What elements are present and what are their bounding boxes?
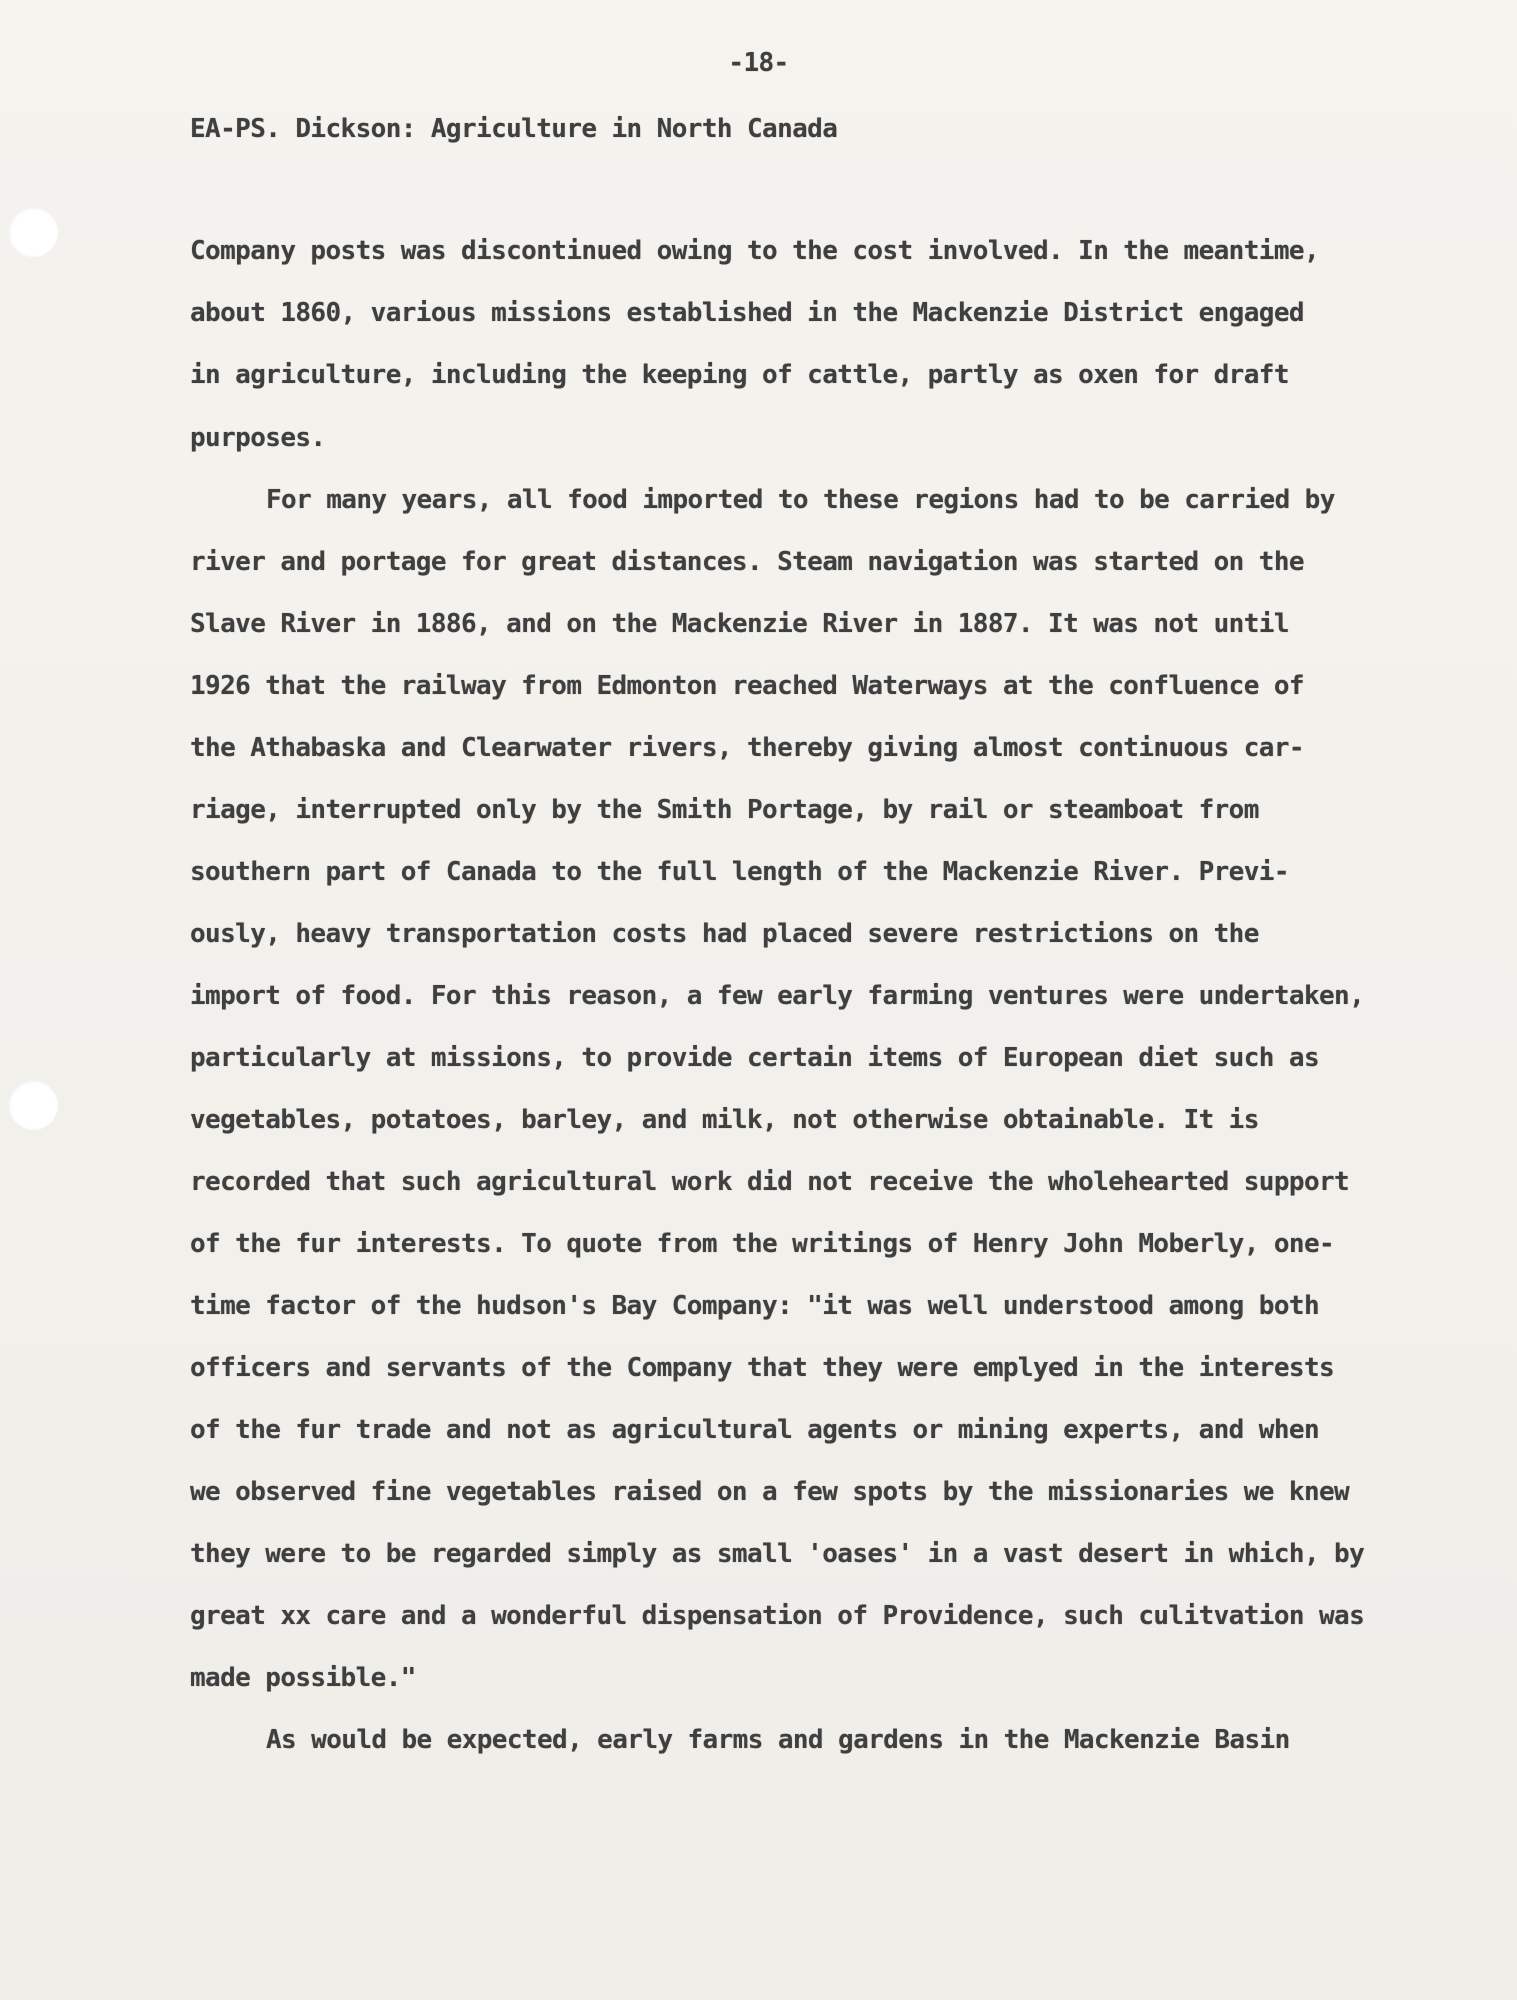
text-line: officers and servants of the Company that they were emplyed in the interests (190, 1353, 1335, 1383)
text-line: riage, interrupted only by the Smith Portage, by rail or steamboat from (190, 795, 1259, 825)
text-line: of the fur trade and not as agricultural agents or mining experts, and when (190, 1415, 1319, 1445)
punch-hole-top (8, 207, 58, 257)
text-line: southern part of Canada to the full length of the Mackenzie River. Previ- (190, 857, 1289, 887)
text-line: great xx care and a wonderful dispensation of Providence, such culitvation was (190, 1601, 1365, 1631)
text-line: of the fur interests. To quote from the writings of Henry John Moberly, one- (190, 1229, 1335, 1259)
text-line: Slave River in 1886, and on the Mackenzie River in 1887. It was not until (190, 609, 1289, 639)
text-line: time factor of the hudson's Bay Company: "it was well understood among both (190, 1291, 1319, 1321)
punch-hole-middle (8, 1080, 58, 1130)
text-line: they were to be regarded simply as small 'oases' in a vast desert in which, by (190, 1539, 1365, 1569)
text-line: vegetables, potatoes, barley, and milk, not otherwise obtainable. It is (190, 1105, 1259, 1135)
page-number: -18- (728, 48, 789, 78)
text-line: recorded that such agricultural work did not receive the wholehearted support (190, 1167, 1350, 1197)
text-line: As would be expected, early farms and gardens in the Mackenzie Basin (266, 1725, 1290, 1755)
text-line: the Athabaska and Clearwater rivers, thereby giving almost continuous car- (190, 733, 1304, 763)
text-line: import of food. For this reason, a few early farming ventures were undertaken, (190, 981, 1365, 1011)
text-line: made possible." (190, 1663, 416, 1693)
running-head: EA-PS. Dickson: Agriculture in North Canada (190, 114, 838, 144)
text-line: For many years, all food imported to these regions had to be carried by (266, 485, 1335, 515)
text-line: river and portage for great distances. Steam navigation was started on the (190, 547, 1304, 577)
text-line: in agriculture, including the keeping of cattle, partly as oxen for draft (190, 360, 1289, 390)
text-line: ously, heavy transportation costs had placed severe restrictions on the (190, 919, 1259, 949)
text-line: Company posts was discontinued owing to the cost involved. In the meantime, (190, 236, 1319, 266)
text-line: particularly at missions, to provide certain items of European diet such as (190, 1043, 1319, 1073)
text-line: purposes. (190, 423, 326, 453)
text-line: we observed fine vegetables raised on a few spots by the missionaries we knew (190, 1477, 1350, 1507)
text-line: 1926 that the railway from Edmonton reached Waterways at the confluence of (190, 671, 1304, 701)
text-line: about 1860, various missions established in the Mackenzie District engaged (190, 298, 1304, 328)
